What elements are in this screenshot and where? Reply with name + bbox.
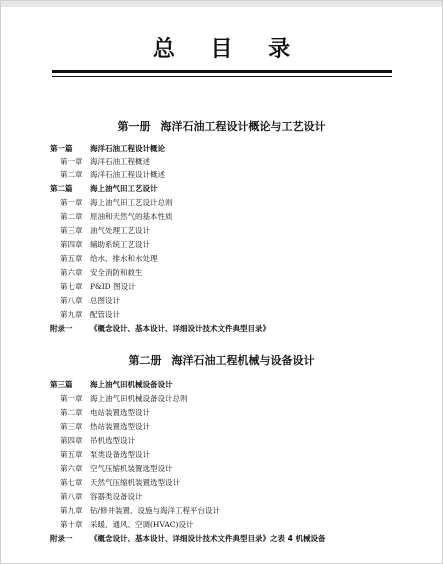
toc-chapter: 第九章 钻/修井装置、设施与海洋工程平台设计 [60, 506, 221, 515]
toc-chapter: 第一章 海上油气田机械设备设计总则 [60, 394, 188, 403]
toc-chapter: 第四章 辅助系统工艺设计 [60, 240, 150, 249]
toc-chapter: 第七章 天然气压缩机装置选型设计 [60, 478, 180, 487]
toc-chapter: 第一章 海上油气田工艺设计总则 [60, 198, 173, 207]
toc-chapter: 第五章 泵类设备选型设计 [60, 450, 150, 459]
volume-number: 第二册 [128, 354, 162, 367]
toc-part: 第一篇 海洋石油工程设计概论 [50, 144, 165, 153]
volume-number: 第一册 [117, 120, 151, 133]
volume-title: 海洋石油工程设计概论与工艺设计 [160, 120, 326, 133]
title-rule-thick [52, 70, 392, 73]
toc-chapter: 第四章 吊机选型设计 [60, 436, 135, 445]
toc-chapter: 第六章 安全消防和救生 [60, 268, 143, 277]
toc-appendix: 附录一 《概念设计、基本设计、详细设计技术文件典型目录》 [50, 324, 270, 333]
toc-chapter: 第二章 海洋石油工程设计概述 [60, 170, 165, 179]
toc-chapter: 第六章 空气压缩机装置选型设计 [60, 464, 173, 473]
volume-heading-2 [0, 352, 443, 368]
volume-title: 海洋石油工程机械与设备设计 [171, 354, 315, 367]
toc-chapter: 第八章 总图设计 [60, 296, 120, 305]
toc-chapter: 第十章 采暖、通风、空调(HVAC)设计 [60, 520, 194, 529]
toc-chapter: 第九章 配管设计 [60, 310, 120, 319]
toc-part: 第三篇 海上油气田机械设备设计 [50, 380, 173, 389]
toc-chapter: 第三章 油气处理工艺设计 [60, 226, 150, 235]
toc-chapter: 第一章 海洋石油工程概述 [60, 157, 150, 166]
top-strip [1, 1, 442, 7]
toc-chapter: 第五章 给水、排水和水处理 [60, 254, 158, 263]
page-title: 总 目 录 [152, 37, 305, 62]
toc-appendix: 附录一 《概念设计、基本设计、详细设计技术文件典型目录》之表 4 机械设备 [50, 534, 326, 543]
toc-chapter: 第二章 电站装置选型设计 [60, 408, 150, 417]
toc-chapter: 第二章 原油和天然气的基本性质 [60, 212, 173, 221]
volume-heading-1 [0, 118, 443, 134]
toc-chapter: 第三章 热站装置选型设计 [60, 422, 150, 431]
toc-chapter: 第七章 P&ID 图设计 [60, 282, 136, 291]
title-rule-thin [52, 76, 392, 77]
toc-part: 第二篇 海上油气田工艺设计 [50, 184, 158, 193]
toc-chapter: 第八章 容器类设备设计 [60, 492, 143, 501]
